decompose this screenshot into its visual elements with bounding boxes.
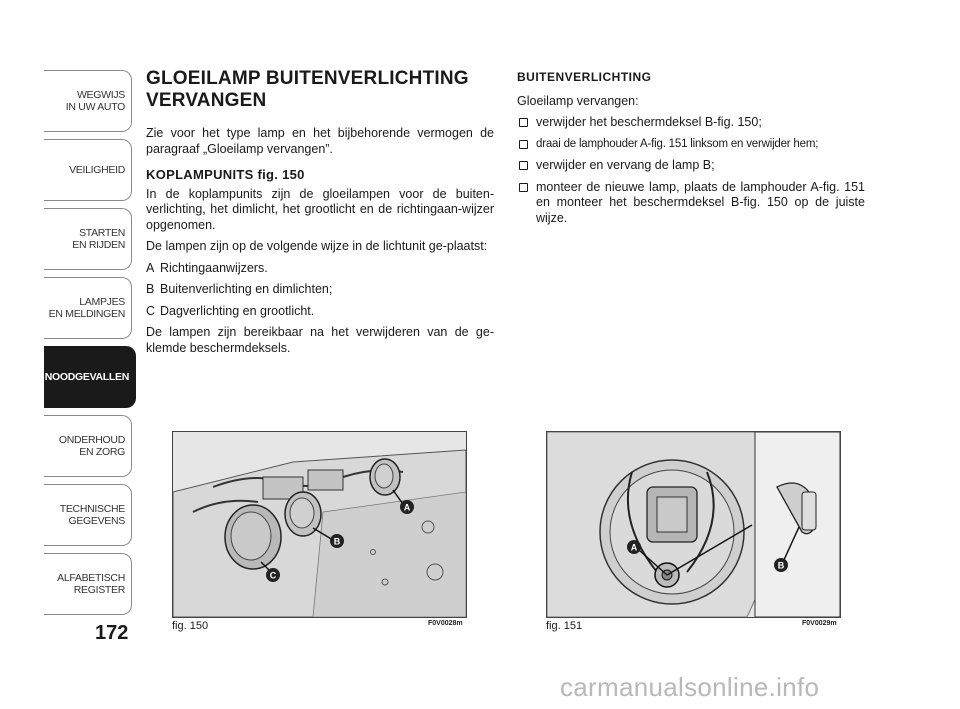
step-item [517, 180, 865, 227]
lamp-item-text: Buitenverlichting en dimlichten; [160, 282, 333, 296]
svg-text:B: B [333, 536, 341, 547]
svg-text:C: C [269, 570, 277, 581]
lamp-item-text: Dagverlichting en grootlicht. [160, 303, 315, 318]
figure-151-bulb-holder [546, 431, 841, 618]
tab-noodgevallen[interactable]: NOODGEVALLEN [44, 346, 136, 408]
watermark: carmanualsonline.info [560, 672, 820, 702]
step-item [517, 115, 865, 131]
step-text: draai de lamphouder A-fig. 151 linksom en verwijder hem; [536, 137, 819, 150]
bulb-holder-illustration [547, 432, 840, 617]
svg-text:B: B [777, 560, 785, 571]
lamp-item-key: B [146, 282, 155, 296]
intro-paragraph: Zie voor het type lamp en het bijbehorende vermogen de paragraaf „Gloeilamp vervangen”. [146, 126, 494, 156]
page-title: GLOEILAMP BUITENVERLICHTING VERVANGEN [146, 68, 469, 111]
lamp-item-key: A [146, 260, 155, 275]
tab-onderhoud-en-zorg[interactable]: ONDERHOUD EN ZORG [44, 415, 132, 477]
figure-150-caption: fig. 150 [172, 620, 209, 632]
tab-lampjes-en-meldingen[interactable]: LAMPJES EN MELDINGEN [44, 277, 132, 339]
step-text: monteer de nieuwe lamp, plaats de lamphouder A-fig. 151 en monteer het beschermdeksel B-fig. 150 op de juiste wijze. [536, 179, 865, 225]
page-number: 172 [95, 622, 129, 644]
tab-technische-gegevens[interactable]: TECHNISCHE GEGEVENS [44, 484, 132, 546]
tab-veiligheid[interactable]: VEILIGHEID [44, 139, 132, 201]
checkbox-bullet-icon [519, 118, 528, 127]
paragraph-1: In de koplampunits zijn de gloeilampen voor de buiten-verlichting, het dimlicht, het grootlicht en de richtingaan-wijzer opgenomen. [146, 186, 494, 232]
step-item [517, 137, 865, 153]
figure-150-headlamp-unit [172, 431, 467, 618]
callout-b [330, 534, 344, 548]
step-text: verwijder en vervang de lamp B; [536, 158, 715, 172]
paragraph-3: De lampen zijn bereikbaar na het verwijderen van de ge-klemde beschermdeksels. [146, 325, 494, 355]
section-heading: BUITENVERLICHTING [517, 70, 652, 84]
svg-text:A: A [630, 542, 638, 553]
figure-151-caption: fig. 151 [546, 620, 583, 632]
right-column [517, 70, 865, 232]
tab-alfabetisch-register[interactable]: ALFABETISCH REGISTER [44, 553, 132, 615]
step-item [517, 158, 865, 174]
lamp-item-b [146, 282, 494, 298]
callout-a [400, 500, 414, 514]
lamp-item-text: Richtingaanwijzers. [160, 260, 268, 275]
paragraph-2: De lampen zijn op de volgende wijze in de lichtunit ge-plaatst: [146, 239, 488, 253]
steps-intro: Gloeilamp vervangen: [517, 93, 639, 108]
callout-b [774, 558, 788, 572]
checkbox-bullet-icon [519, 183, 528, 192]
callout-c [266, 568, 280, 582]
figure-151-code: F0V0029m [802, 620, 837, 627]
lamp-item-c [146, 304, 494, 320]
tab-wegwijs[interactable]: WEGWIJS IN UW AUTO [44, 70, 132, 132]
figure-150-code: F0V0028m [428, 620, 463, 627]
step-text: verwijder het beschermdeksel B-fig. 150; [536, 115, 762, 129]
lamp-item-key: C [146, 303, 156, 318]
svg-text:A: A [403, 502, 411, 513]
callout-a [627, 540, 641, 554]
headlamp-illustration [173, 432, 466, 617]
lamp-item-a [146, 261, 494, 277]
left-column [146, 68, 494, 362]
checkbox-bullet-icon [519, 140, 528, 149]
subheading-koplampunits: KOPLAMPUNITS fig. 150 [146, 167, 305, 182]
tab-starten-en-rijden[interactable]: STARTEN EN RIJDEN [44, 208, 132, 270]
checkbox-bullet-icon [519, 161, 528, 170]
